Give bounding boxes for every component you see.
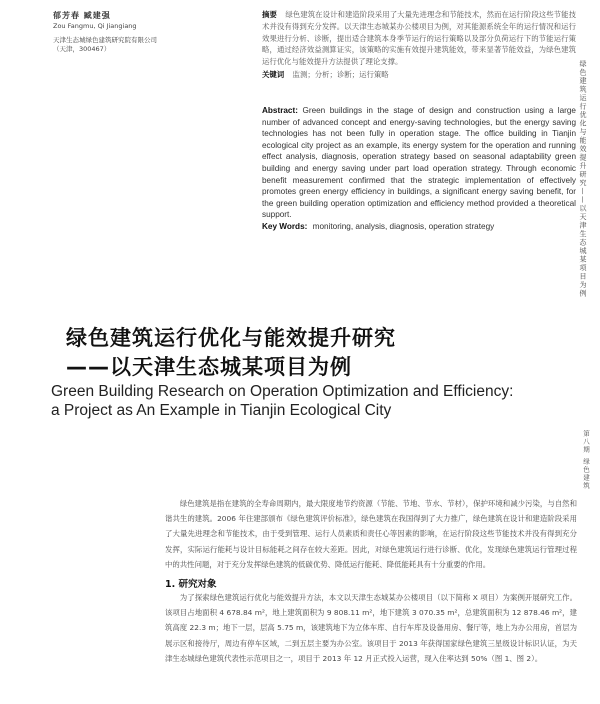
- keywords-en: monitoring, analysis, diagnosis, operation strategy: [312, 221, 495, 231]
- author-address: （天津，300467）: [53, 45, 111, 53]
- author-names-en: Zou Fangmu, Qi Jiangiang: [53, 22, 137, 30]
- abstract-cn-label: 摘要: [262, 10, 277, 19]
- abstract-cn: [262, 9, 576, 81]
- intro-text: 绿色建筑是指在建筑的全寿命周期内，最大限度地节约资源（节能、节地、节水、节材），保护环境和减少污染，与自然和谐共生的建筑。2006 年住建部颁布《绿色建筑评价标准》，绿色建筑在我国得到了大力推广，绿色建筑在设计和建造阶段采用了大量先进理念和节能技术，由于受到管理、运行人员素质和责任心等因素的影响，在运行阶段这些节能技术并没有得到充分发挥，实际运行能耗与设计目标能耗之间存在较大差距。因此，对绿色建筑运行进行诊断、优化，发现绿色建筑运行管理过程中的共性问题，对于充分发挥绿色建筑的低碳优势、降低运行能耗、降低能耗具有十分重要的作用。: [165, 499, 577, 569]
- section1-paragraph: [165, 590, 577, 666]
- abstract-cn-text: 绿色建筑在设计和建造阶段采用了大量先进理念和节能技术，然而在运行阶段这些节能技术并没有得到充分发挥。以天津生态城某办公楼项目为例，对其能源系统全年的运行情况和运行效果进行分析、诊断，提出适合建筑本身季节运行的运行策略以及部分负荷运行下的节能运行策略，通过经济效益测算证实，该策略的实施有效提升建筑能效，带来显著节能效益，为绿色建筑运行优化与能效提升方法提供了理论支撑。: [262, 10, 576, 67]
- title-cn-line2: ——以天津生态城某项目为例: [66, 355, 352, 379]
- abstract-en-label: Abstract:: [262, 106, 298, 115]
- intro-paragraph: [165, 496, 577, 572]
- author-names: 郁芳春 臧建强: [53, 11, 111, 20]
- abstract-en-text: Green buildings in the stage of design and construction using a large number of advanced concept and energy-saving technologies, but the energy saving technologies has not been fully in operation stage. The office building in Tianjin ecological city project as an example, its energy system for the operation and running effect analysis, diagnosis, operation strategy based on seasonal adaptability green building and energy saving under part load operation strategy. Through economic benefit measurement confirmed that the strategic implementation of effectively promotes green energy efficiency in buildings, a significant energy saving benefit, for the green building operation optimization and efficiency method provided a theoretical support.: [262, 106, 576, 220]
- author-affiliation: 天津生态城绿色建筑研究院有限公司: [53, 36, 157, 44]
- abstract-en: [262, 105, 576, 233]
- keywords-en-label: Key Words:: [262, 221, 308, 231]
- sidebar-running-title: 绿色建筑运行优化与能效提升研究——以天津生态城某项目为例: [579, 60, 587, 298]
- title-en-line2: a Project as An Example in Tianjin Ecological City: [51, 402, 392, 419]
- author-block: [53, 10, 193, 54]
- keywords-cn-label: 关键词: [262, 69, 285, 79]
- section1-heading: 1. 研究对象: [165, 579, 217, 590]
- title-cn-line1: 绿色建筑运行优化与能效提升研究: [66, 326, 396, 350]
- keywords-cn: 监测；分析；诊断；运行策略: [292, 69, 389, 79]
- section1-text: 为了探索绿色建筑运行优化与能效提升方法，本文以天津生态城某办公楼项目（以下简称 X 项目）为案例开展研究工作。该项目占地面积 4 678.84 m²，地上建筑面积为 9 808.11 m²，地下建筑 3 070.35 m²，总建筑面积为 12 878.46 m²，建筑高度 22.3 m；地下一层，层高 5.75 m，该建筑地下为立体车库、自行车库及设备用房、餐厅等，地上为办公用房，首层为展示区和接待厅，周边有停车区域，二到五层主要为办公室。该项目于 2013 年获得国家绿色建筑三星级设计标识认证，为天津生态城绿色建筑代表性示范项目之一，项目于 2013 年 12 月正式投入运营，现入住率达到 50%（图 1、图 2）。: [165, 593, 577, 663]
- title-en-line1: Green Building Research on Operation Optimization and Efficiency:: [51, 383, 514, 400]
- sidebar-issue: 第八期 绿色建筑: [582, 430, 590, 490]
